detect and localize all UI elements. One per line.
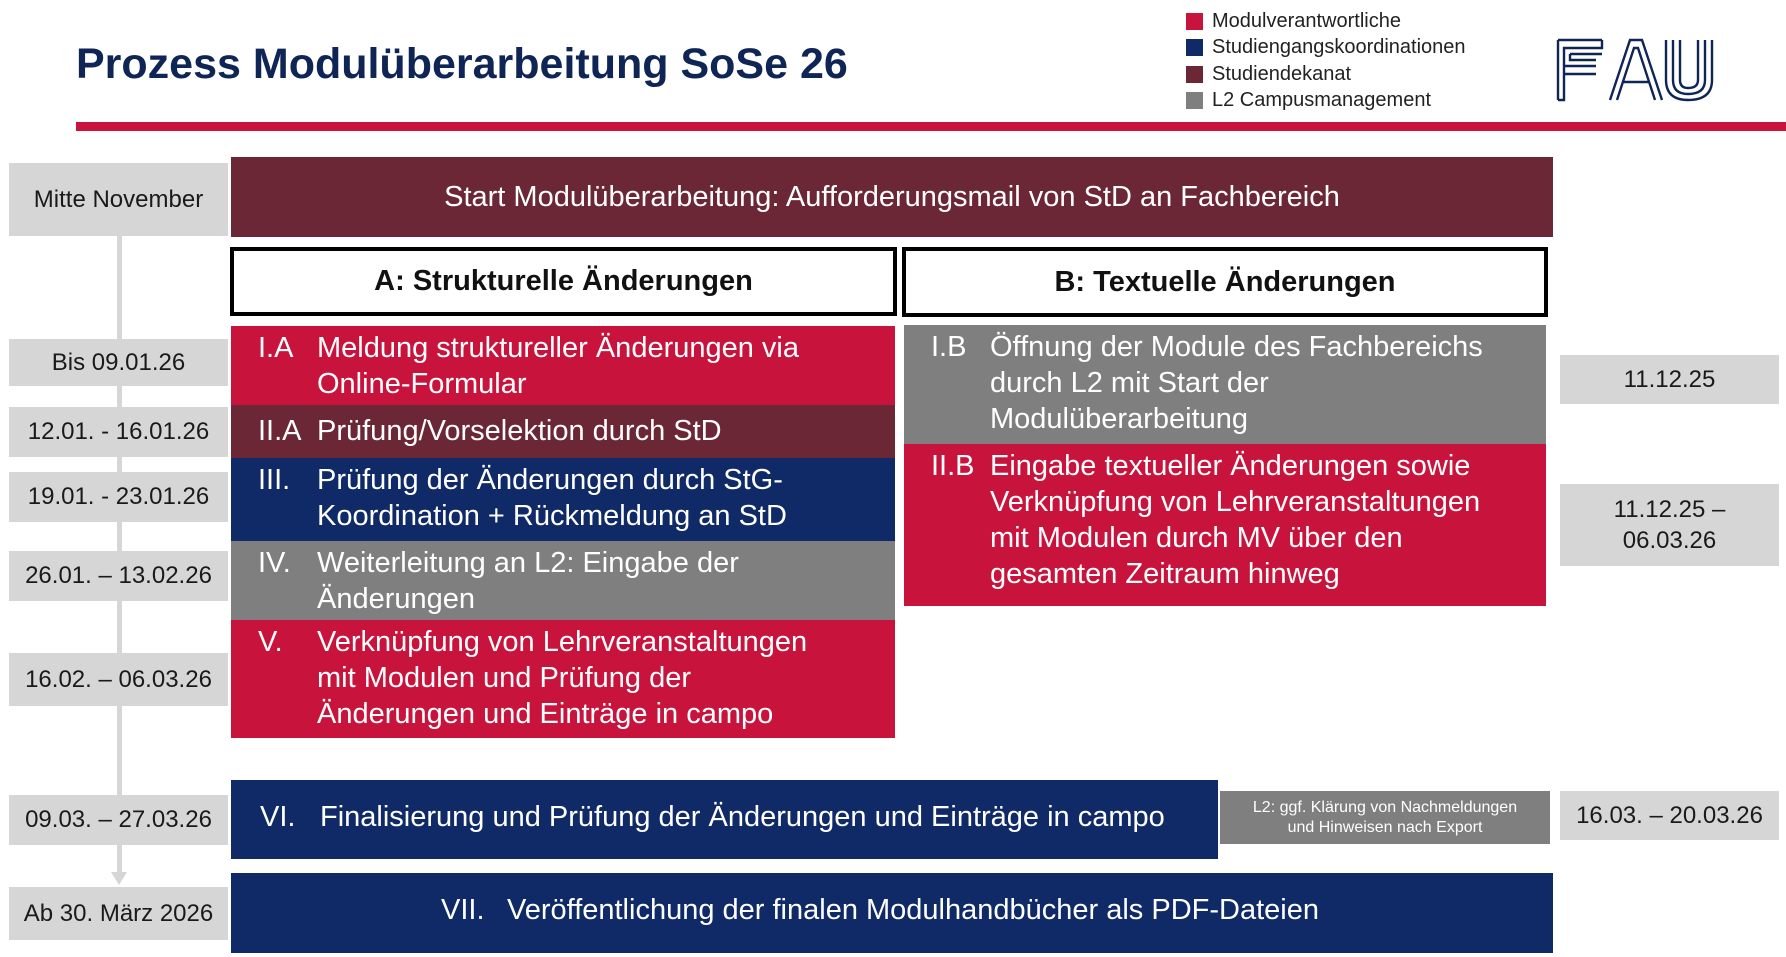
step-number: V. — [258, 626, 283, 658]
step-text-line: Änderungen und Einträge in campo — [317, 698, 774, 730]
date-box: Mitte November — [9, 163, 228, 236]
timeline-arrowhead — [111, 872, 127, 885]
step-text-line: Online-Formular — [317, 368, 527, 400]
date-box: 16.02. – 06.03.26 — [9, 653, 228, 706]
step-text-line: Modulüberarbeitung — [990, 403, 1248, 435]
page-title: Prozess Modulüberarbeitung SoSe 26 — [76, 40, 848, 88]
date-box-right — [1560, 484, 1779, 566]
legend-swatch-l2-campusmanagement — [1186, 92, 1203, 109]
step-text-line: gesamten Zeitraum hinweg — [990, 558, 1340, 590]
step-text-line: Meldung struktureller Änderungen via — [317, 332, 799, 364]
step-text-line: Änderungen — [317, 583, 476, 615]
step-iv — [231, 541, 895, 620]
step-number: III. — [258, 464, 291, 496]
step-text-line: Prüfung der Änderungen durch StG- — [317, 464, 783, 496]
date-box: Ab 30. März 2026 — [9, 887, 228, 940]
step-text-line: durch L2 mit Start der — [990, 367, 1269, 399]
date-box: 09.03. – 27.03.26 — [9, 795, 228, 845]
fau-logo — [1556, 38, 1716, 102]
step-ib — [904, 325, 1546, 444]
step-number: II.A — [258, 415, 302, 447]
step-iii — [231, 458, 895, 541]
legend-swatch-studiendekanat — [1186, 66, 1203, 83]
legend-label: Modulverantwortliche — [1212, 9, 1401, 32]
legend-item — [1186, 61, 1466, 88]
l2-note — [1220, 791, 1550, 844]
legend — [1186, 8, 1466, 114]
legend-item — [1186, 88, 1466, 115]
start-banner: Start Modulüberarbeitung: Aufforderungsmail von StD an Fachbereich — [231, 157, 1553, 237]
legend-item — [1186, 35, 1466, 62]
date-box: 19.01. - 23.01.26 — [9, 472, 228, 522]
step-text-line: mit Modulen und Prüfung der — [317, 662, 691, 694]
step-vii — [231, 873, 1553, 953]
date-line: 06.03.26 — [1622, 527, 1717, 554]
step-iib — [904, 444, 1546, 606]
step-number: II.B — [931, 450, 975, 482]
step-text-line: Koordination + Rückmeldung an StD — [317, 500, 787, 532]
step-text-line: Veröffentlichung der finalen Modulhandbücher als PDF-Dateien — [507, 894, 1319, 926]
date-box: 12.01. - 16.01.26 — [9, 407, 228, 457]
step-iia — [231, 405, 895, 458]
title-divider — [76, 122, 1786, 131]
date-line: 11.12.25 – — [1613, 495, 1726, 523]
step-number: I.B — [931, 331, 967, 363]
date-box-right: 16.03. – 20.03.26 — [1560, 791, 1779, 840]
legend-item — [1186, 8, 1466, 35]
legend-label: L2 Campusmanagement — [1212, 89, 1432, 112]
step-text-line: Verknüpfung von Lehrveranstaltungen — [317, 626, 808, 658]
step-text-line: Verknüpfung von Lehrveranstaltungen — [990, 486, 1481, 518]
date-box: Bis 09.01.26 — [9, 339, 228, 386]
date-box-right: 11.12.25 — [1560, 355, 1779, 404]
note-line: L2: ggf. Klärung von Nachmeldungen — [1252, 798, 1518, 816]
step-number: VI. — [260, 801, 296, 833]
column-a-header: A: Strukturelle Änderungen — [230, 247, 897, 316]
step-text-line: Prüfung/Vorselektion durch StD — [317, 415, 722, 447]
column-b-header: B: Textuelle Änderungen — [902, 247, 1548, 317]
note-line: und Hinweisen nach Export — [1287, 818, 1483, 836]
date-box: 26.01. – 13.02.26 — [9, 551, 228, 601]
step-number: VII. — [441, 894, 485, 926]
legend-label: Studiengangskoordinationen — [1212, 36, 1466, 59]
step-number: I.A — [258, 332, 294, 364]
legend-swatch-modulverantwortliche — [1186, 13, 1203, 30]
step-text-line: Öffnung der Module des Fachbereichs — [990, 331, 1483, 363]
step-text-line: Eingabe textueller Änderungen sowie — [990, 450, 1471, 482]
legend-swatch-studiengangskoordinationen — [1186, 39, 1203, 56]
step-text-line: Finalisierung und Prüfung der Änderungen und Einträge in campo — [320, 801, 1165, 833]
step-text-line: mit Modulen durch MV über den — [990, 522, 1403, 554]
step-v — [231, 620, 895, 738]
step-number: IV. — [258, 547, 291, 579]
step-text-line: Weiterleitung an L2: Eingabe der — [317, 547, 739, 579]
legend-label: Studiendekanat — [1212, 62, 1352, 85]
step-ia — [231, 326, 895, 405]
step-vi — [231, 780, 1218, 859]
